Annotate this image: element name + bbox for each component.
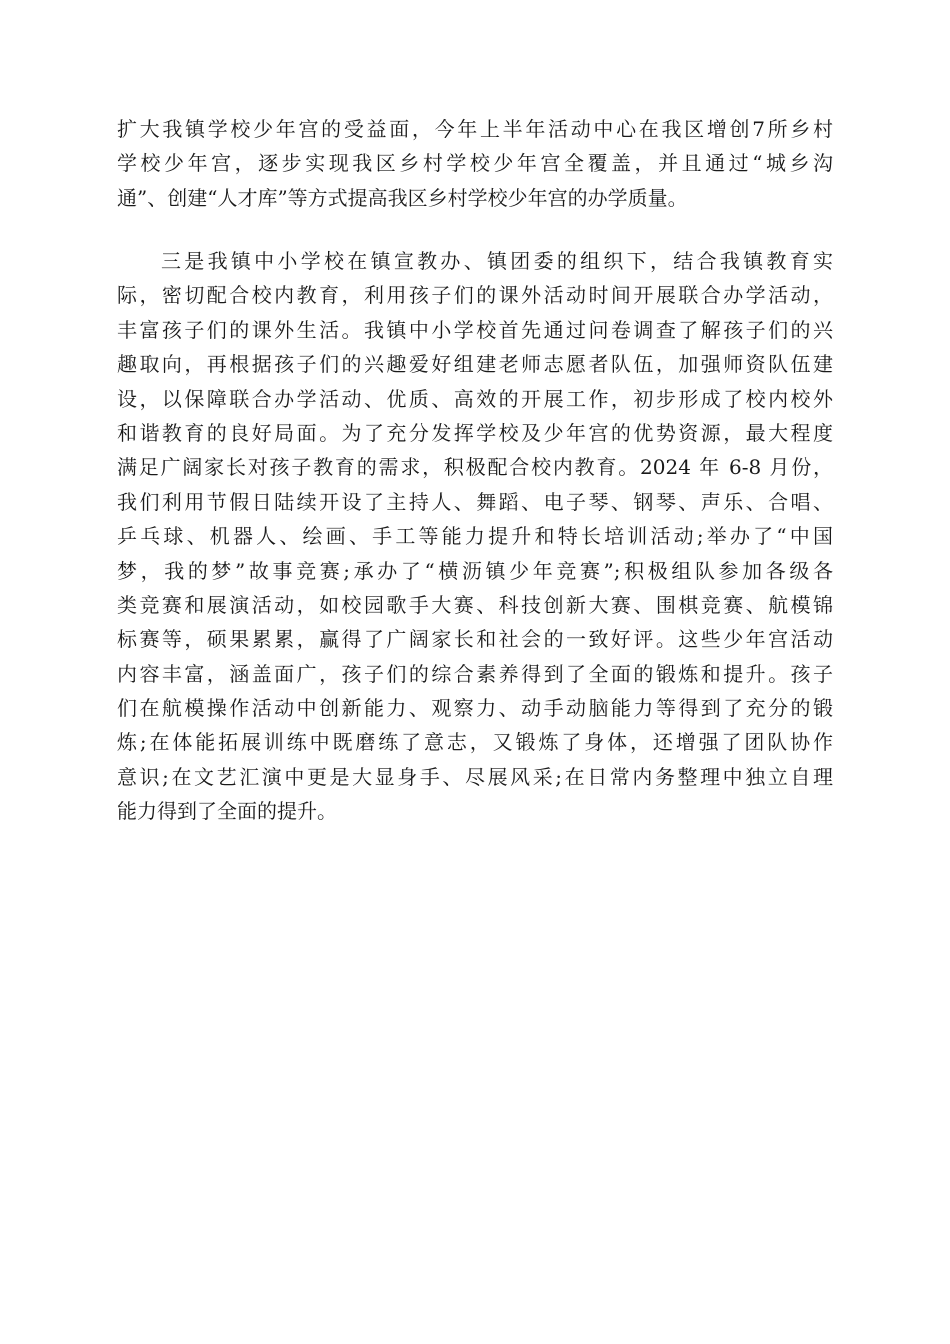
paragraph-line: 意识;在文艺汇演中更是大显身手、尽展风采;在日常内务整理中独立自理 <box>117 764 833 789</box>
paragraph-line: 满足广阔家长对孩子教育的需求，积极配合校内教育。2024 年 6-8 月份， <box>117 455 833 480</box>
paragraph-line: 学校少年宫，逐步实现我区乡村学校少年宫全覆盖，并且通过“城乡沟 <box>117 151 833 176</box>
paragraph-line: 类竞赛和展演活动，如校园歌手大赛、科技创新大赛、围棋竞赛、航模锦 <box>117 592 833 617</box>
paragraph-line: 乒乓球、机器人、绘画、手工等能力提升和特长培训活动;举办了“中国 <box>117 524 833 549</box>
paragraph-line: 三是我镇中小学校在镇宣教办、镇团委的组织下，结合我镇教育实 <box>161 249 833 273</box>
paragraph-line: 标赛等，硕果累累，赢得了广阔家长和社会的一致好评。这些少年宫活动 <box>117 627 833 652</box>
paragraph-2 <box>117 244 833 829</box>
paragraph-line: 炼;在体能拓展训练中既磨练了意志，又锻炼了身体，还增强了团队协作 <box>117 730 833 755</box>
paragraph-1 <box>117 112 833 215</box>
paragraph-line: 设，以保障联合办学活动、优质、高效的开展工作，初步形成了校内校外 <box>117 386 833 411</box>
paragraph-line: 丰富孩子们的课外生活。我镇中小学校首先通过问卷调查了解孩子们的兴 <box>117 317 833 342</box>
paragraph-line: 趣取向，再根据孩子们的兴趣爱好组建老师志愿者队伍，加强师资队伍建 <box>117 352 833 377</box>
paragraph-line: 和谐教育的良好局面。为了充分发挥学校及少年宫的优势资源，最大程度 <box>117 420 833 445</box>
paragraph-line: 内容丰富，涵盖面广，孩子们的综合素养得到了全面的锻炼和提升。孩子 <box>117 661 833 686</box>
paragraph-line: 能力得到了全面的提升。 <box>117 799 337 824</box>
paragraph-line: 扩大我镇学校少年宫的受益面，今年上半年活动中心在我区增创7所乡村 <box>117 117 833 141</box>
paragraph-line: 们在航模操作活动中创新能力、观察力、动手动脑能力等得到了充分的锻 <box>117 696 833 721</box>
paragraph-line: 通”、创建“人才库”等方式提高我区乡村学校少年宫的办学质量。 <box>117 185 688 210</box>
paragraph-line: 际，密切配合校内教育，利用孩子们的课外活动时间开展联合办学活动， <box>117 283 833 308</box>
paragraph-line: 梦，我的梦”故事竞赛;承办了“横沥镇少年竞赛”;积极组队参加各级各 <box>117 558 833 583</box>
paragraph-line: 我们利用节假日陆续开设了主持人、舞蹈、电子琴、钢琴、声乐、合唱、 <box>117 489 833 514</box>
